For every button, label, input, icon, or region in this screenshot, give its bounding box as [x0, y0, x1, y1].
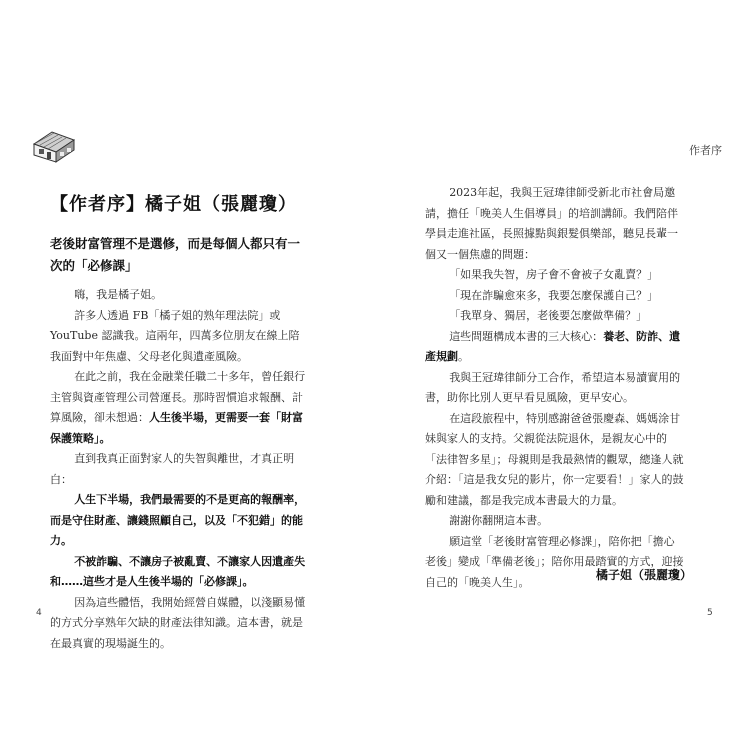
page-number: 5 [707, 608, 713, 618]
emphasis-paragraph: 人生下半場，我們最需要的不是更高的報酬率，而是守住財產、讓錢照顧自己，以及「不犯錯」的能力。 [50, 493, 306, 547]
paragraph-text: 。 [458, 350, 469, 363]
right-page [375, 0, 750, 750]
house-illustration-icon [30, 128, 78, 166]
paragraph: 直到我真正面對家人的失智與離世，才真正明白： [50, 452, 295, 486]
page-number: 4 [36, 608, 42, 618]
paragraph: 謝謝你翻開這本書。 [449, 514, 549, 527]
left-body-text [50, 285, 308, 654]
emphasis-text: 人生後半場，更需要一套「財富保護策略」。 [50, 411, 303, 445]
paragraph: 願這堂「老後財富管理必修課」，陪你把「擔心老後」變成「準備老後」；陪你用最踏實的方式，迎接自己的「晚美人生」。 [425, 534, 684, 589]
running-head: 作者序 [689, 144, 722, 157]
paragraph: 我與王冠瑋律師分工合作，希望這本易讀實用的書，助你比別人更早看見風險，更早安心。 [425, 370, 681, 404]
right-body-text [425, 183, 685, 593]
chapter-subtitle: 老後財富管理不是選修，而是每個人都只有一次的「必修課」 [50, 236, 301, 273]
quote-line: 「現在詐騙愈來多，我要怎麼保護自己？」 [449, 288, 659, 302]
emphasis-text: 養老、防詐、遺產規劃 [425, 329, 681, 363]
paragraph [50, 367, 308, 449]
quote-line: 「如果我失智，房子會不會被子女亂賣？」 [449, 268, 659, 281]
paragraph: 許多人透過 FB「橘子姐的熟年理法院」或 YouTube 認識我。這兩年，四萬多位朋友在線上陪我面對中年焦慮、父母老化與遺產風險。 [50, 308, 300, 363]
quote-line: 「我單身、獨居，老後要怎麼做準備？」 [449, 309, 648, 322]
author-signature: 橘子姐（張麗瓊） [595, 568, 692, 582]
paragraph: 在這段旅程中，特別感謝爸爸張慶森、媽媽涂甘妹與家人的支持。父親從法院退休，是親友心中的「法律智多星」；母親則是我最熱情的觀眾，總逢人就介紹：「這是我女兒的影片，你一定要看！」家人的鼓勵和建議，都是我完成本書最大的力量。 [425, 411, 684, 507]
paragraph-text: 這些問題構成本書的三大核心： [449, 329, 604, 343]
paragraph-text: 在此之前，我在金融業任職二十多年，曾任銀行主管與資產管理公司營運長。那時習慣追求報酬、計算風險，卻未想過： [50, 370, 306, 424]
paragraph: 嗨，我是橘子姐。 [74, 288, 163, 301]
paragraph: 因為這些體悟，我開始經營自媒體，以淺顯易懂的方式分享熟年欠缺的財產法律知識。這本書，就是在最真實的現場誕生的。 [50, 595, 306, 650]
emphasis-paragraph: 不被詐騙、不讓房子被亂賣、不讓家人因遺產失和……這些才是人生後半場的「必修課」。 [50, 554, 306, 588]
paragraph [425, 327, 685, 368]
paragraph: 2023年起，我與王冠瑋律師受新北市社會局邀請，擔任「晚美人生倡導員」的培訓講師。我們陪伴學員走進社區，長照據點與銀髮俱樂部，聽見長輩一個又一個焦慮的問題： [425, 186, 678, 261]
chapter-title: 【作者序】橘子姐（張麗瓊） [50, 194, 297, 215]
